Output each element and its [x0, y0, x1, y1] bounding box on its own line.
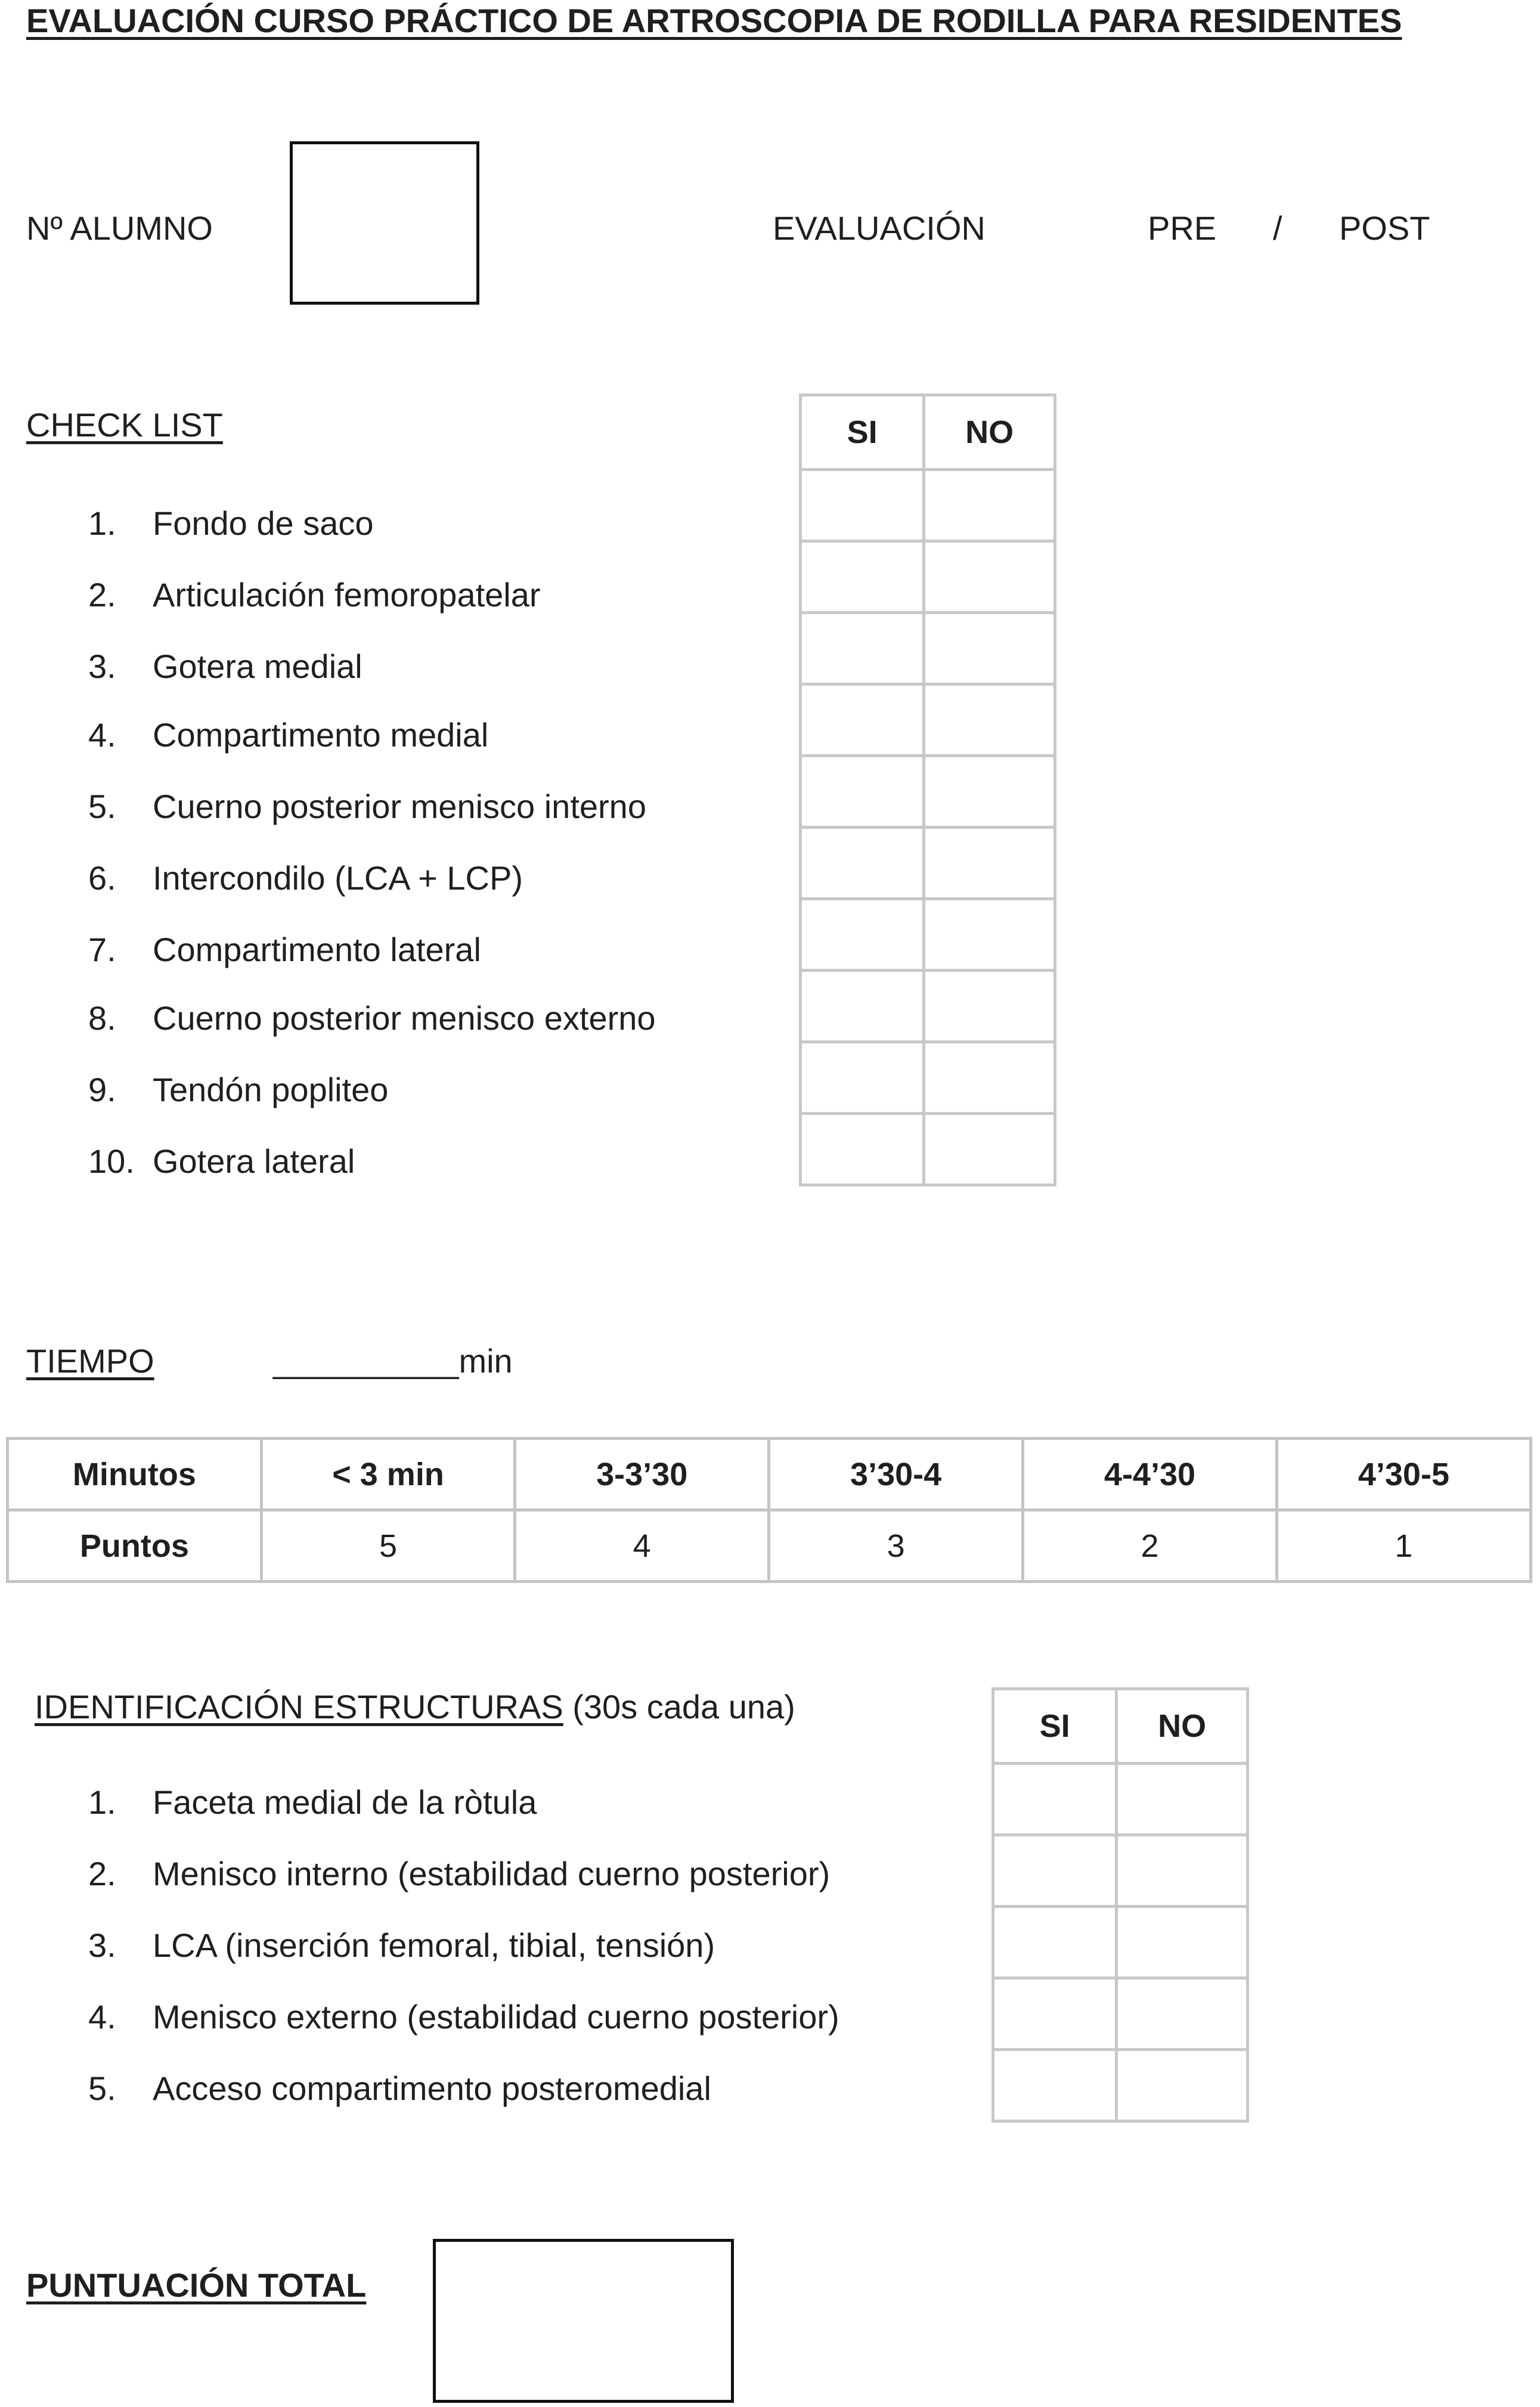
list-item: 4. Compartimento medial: [88, 716, 489, 754]
no-cell[interactable]: [924, 470, 1055, 541]
checklist-title: CHECK LIST: [26, 406, 223, 444]
time-header-cell: 3-3’30: [515, 1439, 769, 1510]
no-cell[interactable]: [924, 899, 1055, 971]
si-cell[interactable]: [993, 1907, 1117, 1978]
list-item: 2. Articulación femoropatelar: [88, 576, 541, 614]
points-cell: 3: [769, 1510, 1023, 1582]
identificacion-grid: [991, 1687, 1249, 2123]
list-item: 1. Faceta medial de la ròtula: [88, 1783, 537, 1821]
time-header-cell: 3’30-4: [769, 1439, 1023, 1510]
si-cell[interactable]: [801, 828, 924, 899]
time-row-puntos: Puntos: [8, 1510, 262, 1582]
no-cell[interactable]: [1117, 2050, 1248, 2121]
si-cell[interactable]: [993, 1835, 1117, 1907]
option-separator: /: [1273, 209, 1282, 247]
time-table: [6, 1437, 1532, 1583]
list-item: 9. Tendón popliteo: [88, 1071, 389, 1108]
tiempo-blank: __________: [273, 1342, 459, 1380]
si-cell[interactable]: [993, 1764, 1117, 1835]
list-item: 3. Gotera medial: [88, 648, 362, 685]
list-item: 5. Acceso compartimento posteromedial: [88, 2070, 711, 2107]
identificacion-heading: [35, 1687, 795, 1726]
identificacion-note: (30s cada una): [563, 1688, 795, 1726]
list-item: 1. Fondo de saco: [88, 504, 374, 542]
alumno-number-box[interactable]: [290, 141, 479, 305]
points-cell: 4: [515, 1510, 769, 1582]
no-cell[interactable]: [1117, 1907, 1248, 1978]
time-header-cell: 4-4’30: [1023, 1439, 1277, 1510]
no-cell[interactable]: [924, 541, 1055, 613]
list-item: 10. Gotera lateral: [88, 1142, 355, 1180]
points-cell: 1: [1276, 1510, 1530, 1582]
no-cell[interactable]: [924, 684, 1055, 756]
points-cell: 5: [261, 1510, 515, 1582]
identificacion-title: IDENTIFICACIÓN ESTRUCTURAS: [35, 1688, 563, 1726]
page-title: EVALUACIÓN CURSO PRÁCTICO DE ARTROSCOPIA DE RODILLA PARA RESIDENTES: [26, 2, 1402, 39]
list-item: 4. Menisco externo (estabilidad cuerno posterior): [88, 1998, 839, 2036]
no-cell[interactable]: [924, 1114, 1055, 1185]
si-cell[interactable]: [801, 899, 924, 971]
total-label: PUNTUACIÓN TOTAL: [26, 2266, 367, 2304]
tiempo-unit: min: [458, 1342, 513, 1380]
si-cell[interactable]: [801, 971, 924, 1042]
checklist-grid: [799, 394, 1056, 1187]
col-si-header: SI: [993, 1689, 1117, 1764]
no-cell[interactable]: [924, 971, 1055, 1042]
option-post[interactable]: POST: [1339, 209, 1430, 247]
col-si-header: SI: [801, 395, 924, 470]
tiempo-label: TIEMPO: [26, 1342, 154, 1380]
si-cell[interactable]: [801, 684, 924, 756]
no-cell[interactable]: [924, 828, 1055, 899]
list-item: 6. Intercondilo (LCA + LCP): [88, 859, 523, 897]
list-item: 8. Cuerno posterior menisco externo: [88, 999, 656, 1037]
si-cell[interactable]: [801, 613, 924, 684]
si-cell[interactable]: [801, 470, 924, 541]
no-cell[interactable]: [1117, 1764, 1248, 1835]
list-item: 3. LCA (inserción femoral, tibial, tensión): [88, 1926, 715, 1964]
list-item: 5. Cuerno posterior menisco interno: [88, 788, 646, 825]
no-cell[interactable]: [924, 756, 1055, 828]
alumno-label: Nº ALUMNO: [26, 209, 213, 247]
no-cell[interactable]: [924, 613, 1055, 684]
evaluacion-label: EVALUACIÓN: [773, 209, 986, 247]
no-cell[interactable]: [1117, 1835, 1248, 1907]
time-header-cell: 4’30-5: [1276, 1439, 1530, 1510]
no-cell[interactable]: [924, 1042, 1055, 1114]
option-pre[interactable]: PRE: [1148, 209, 1217, 247]
time-header-cell: < 3 min: [261, 1439, 515, 1510]
si-cell[interactable]: [801, 756, 924, 828]
time-header-minutos: Minutos: [8, 1439, 262, 1510]
total-score-box[interactable]: [433, 2239, 734, 2403]
col-no-header: NO: [1117, 1689, 1248, 1764]
list-item: 7. Compartimento lateral: [88, 931, 481, 968]
si-cell[interactable]: [801, 1114, 924, 1185]
si-cell[interactable]: [801, 1042, 924, 1114]
si-cell[interactable]: [993, 2050, 1117, 2121]
si-cell[interactable]: [801, 541, 924, 613]
si-cell[interactable]: [993, 1978, 1117, 2050]
col-no-header: NO: [924, 395, 1055, 470]
points-cell: 2: [1023, 1510, 1277, 1582]
no-cell[interactable]: [1117, 1978, 1248, 2050]
tiempo-field[interactable]: [273, 1342, 513, 1380]
list-item: 2. Menisco interno (estabilidad cuerno posterior): [88, 1855, 831, 1892]
